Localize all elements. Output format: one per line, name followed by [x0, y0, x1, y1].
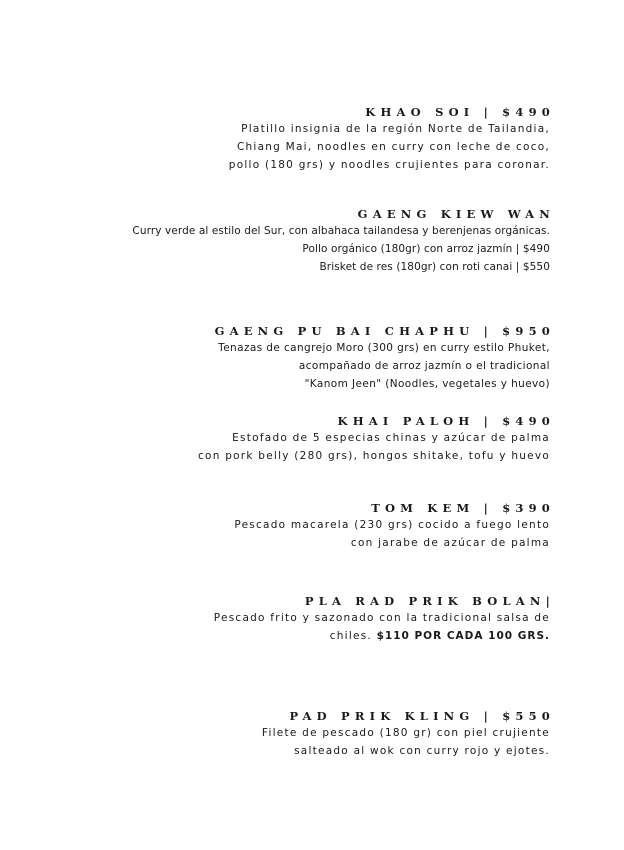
item-title: PAD PRIK KLING | $550 [289, 709, 555, 723]
item-description-line: Chiang Mai, noodles en curry con leche de coco, [236, 141, 550, 153]
menu-item-pla-rad-prik-bolan [213, 593, 555, 645]
menu-item-khao-soi [228, 104, 555, 174]
item-title: KHAI PALOH | $490 [337, 414, 555, 428]
item-description-line: Pescado macarela (230 grs) cocido a fuego lento [234, 519, 550, 531]
item-description-line: "Kanom Jeen" (Noodles, vegetales y huevo) [304, 378, 550, 390]
item-description-line: Pescado frito y sazonado con la tradicional salsa de [213, 612, 550, 624]
item-price: $110 POR CADA 100 GRS. [376, 630, 550, 642]
item-option-line: Brisket de res (180gr) con roti canai | $550 [319, 261, 550, 273]
menu-item-gaeng-pu-bai-chaphu [214, 323, 555, 393]
menu-item-gaeng-kiew-wan [132, 206, 555, 276]
item-description-text: chiles. [329, 630, 372, 642]
item-description-line: acompañado de arroz jazmín o el tradicional [298, 360, 550, 372]
menu-item-khai-paloh [198, 413, 555, 465]
item-title: GAENG KIEW WAN [357, 207, 555, 221]
item-description-line: salteado al wok con curry rojo y ejotes. [294, 745, 550, 757]
item-description-line [214, 627, 550, 645]
item-description-line: Estofado de 5 especias chinas y azúcar de palma [232, 432, 550, 444]
item-title: GAENG PU BAI CHAPHU | $950 [214, 324, 555, 338]
item-title: PLA RAD PRIK BOLAN| [304, 594, 555, 608]
menu-item-tom-kem [234, 500, 555, 552]
item-description-line: Tenazas de cangrejo Moro (300 grs) en curry estilo Phuket, [218, 342, 550, 354]
menu-item-pad-prik-kling [261, 708, 555, 760]
item-title: KHAO SOI | $490 [365, 105, 555, 119]
item-description-line: con jarabe de azúcar de palma [350, 537, 550, 549]
item-description-line: pollo (180 grs) y noodles crujientes para coronar. [228, 159, 550, 171]
item-description-line: con pork belly (280 grs), hongos shitake, tofu y huevo [198, 450, 550, 462]
item-description-line: Platillo insignia de la región Norte de Tailandia, [241, 123, 550, 135]
item-option-line: Pollo orgánico (180gr) con arroz jazmín | $490 [302, 243, 550, 255]
item-title: TOM KEM | $390 [371, 501, 555, 515]
item-description-line: Filete de pescado (180 gr) con piel crujiente [261, 727, 550, 739]
item-description-line: Curry verde al estilo del Sur, con albahaca tailandesa y berenjenas orgánicas. [132, 225, 550, 237]
